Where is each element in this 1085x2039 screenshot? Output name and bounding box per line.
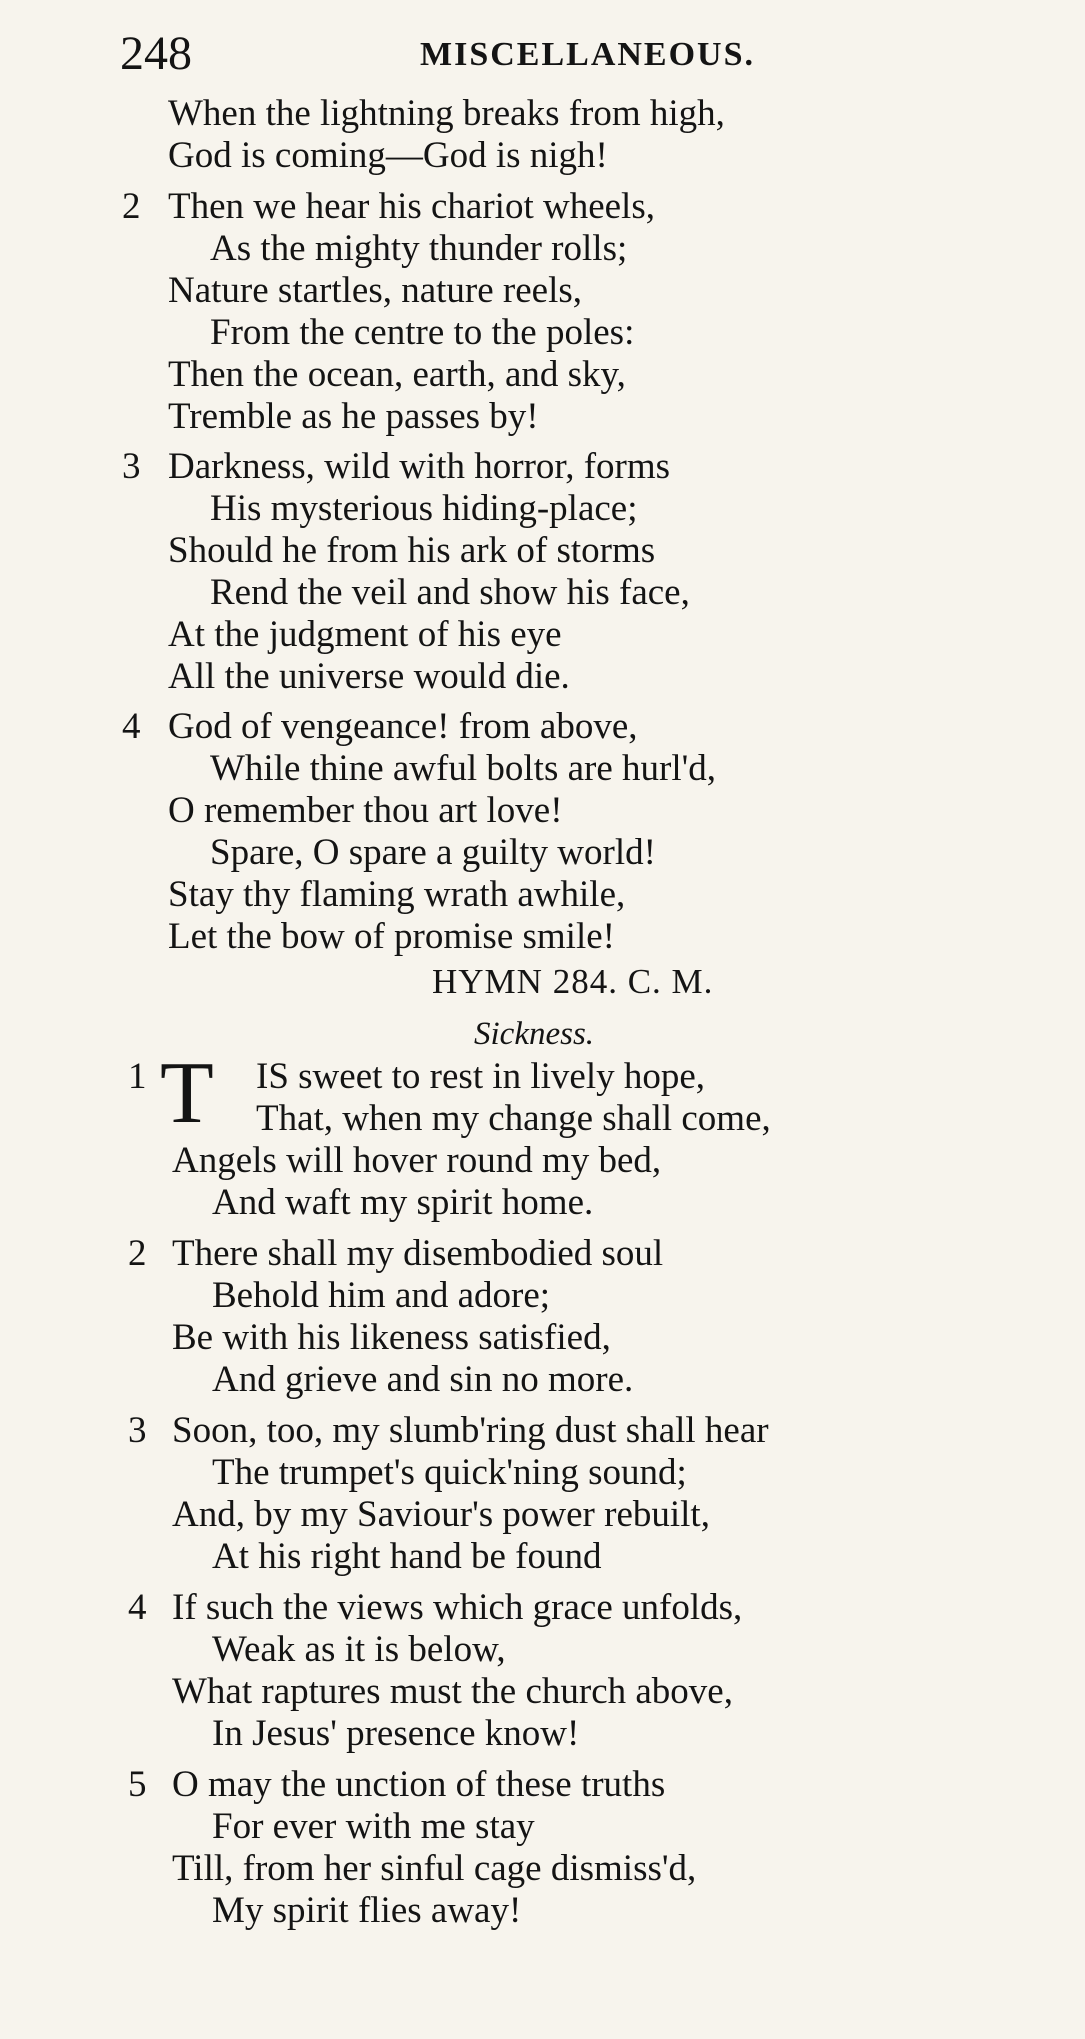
hymn-title: HYMN 284. C. M. xyxy=(432,962,714,1001)
verse-number: 4 xyxy=(122,706,141,747)
verse-line: Darkness, wild with horror, forms xyxy=(168,446,671,487)
verse-line: IS sweet to rest in lively hope, xyxy=(256,1056,706,1097)
verse-line: O remember thou art love! xyxy=(168,790,563,831)
verse-number: 2 xyxy=(128,1233,147,1274)
verse-number: 1 xyxy=(128,1056,147,1097)
verse-line: And grieve and sin no more. xyxy=(212,1359,634,1400)
verse-number: 4 xyxy=(128,1587,147,1628)
verse-line: For ever with me stay xyxy=(212,1806,535,1847)
verse-line: And waft my spirit home. xyxy=(212,1182,594,1223)
verse-line: God is coming—God is nigh! xyxy=(168,135,608,176)
verse-line: And, by my Saviour's power rebuilt, xyxy=(172,1494,710,1535)
verse-line: The trumpet's quick'ning sound; xyxy=(212,1452,687,1493)
drop-cap: T xyxy=(160,1045,214,1142)
verse-line: Stay thy flaming wrath awhile, xyxy=(168,874,626,915)
verse-line: Then the ocean, earth, and sky, xyxy=(168,354,626,395)
page-header xyxy=(120,24,840,84)
verse-line: His mysterious hiding-place; xyxy=(210,488,638,529)
verse-line: There shall my disembodied soul xyxy=(172,1233,664,1274)
verse-line: In Jesus' presence know! xyxy=(212,1713,580,1754)
verse-number: 3 xyxy=(128,1410,147,1451)
verse-line: If such the views which grace unfolds, xyxy=(172,1587,743,1628)
verse-line: Till, from her sinful cage dismiss'd, xyxy=(172,1848,697,1889)
verse-line: O may the unction of these truths xyxy=(172,1764,666,1805)
verse-line: While thine awful bolts are hurl'd, xyxy=(210,748,717,789)
verse-line: When the lightning breaks from high, xyxy=(168,93,725,134)
verse-number: 3 xyxy=(122,446,141,487)
verse-line: Soon, too, my slumb'ring dust shall hear xyxy=(172,1410,769,1451)
verse-line: Should he from his ark of storms xyxy=(168,530,656,571)
verse-line: Angels will hover round my bed, xyxy=(172,1140,662,1181)
verse-line: Nature startles, nature reels, xyxy=(168,270,583,311)
verse-line: That, when my change shall come, xyxy=(256,1098,771,1139)
verse-line: Spare, O spare a guilty world! xyxy=(210,832,656,873)
verse-line: Tremble as he passes by! xyxy=(168,396,539,437)
verse-line: All the universe would die. xyxy=(168,656,570,697)
verse-line: God of vengeance! from above, xyxy=(168,706,638,747)
verse-line: At the judgment of his eye xyxy=(168,614,562,655)
verse-line: Weak as it is below, xyxy=(212,1629,506,1670)
verse-line: My spirit flies away! xyxy=(212,1890,522,1931)
running-head: MISCELLANEOUS. xyxy=(420,36,756,73)
hymn-subtitle: Sickness. xyxy=(474,1016,595,1052)
verse-line: Let the bow of promise smile! xyxy=(168,916,615,957)
verse-line: As the mighty thunder rolls; xyxy=(210,228,628,269)
page-number: 248 xyxy=(120,27,192,80)
verse-line: What raptures must the church above, xyxy=(172,1671,733,1712)
verse-number: 5 xyxy=(128,1764,147,1805)
verse-line: Behold him and adore; xyxy=(212,1275,551,1316)
verse-line: Rend the veil and show his face, xyxy=(210,572,690,613)
verse-number: 2 xyxy=(122,186,141,227)
verse-line: At his right hand be found xyxy=(212,1536,602,1577)
verse-line: Be with his likeness satisfied, xyxy=(172,1317,611,1358)
verse-line: Then we hear his chariot wheels, xyxy=(168,186,655,227)
verse-line: From the centre to the poles: xyxy=(210,312,635,353)
